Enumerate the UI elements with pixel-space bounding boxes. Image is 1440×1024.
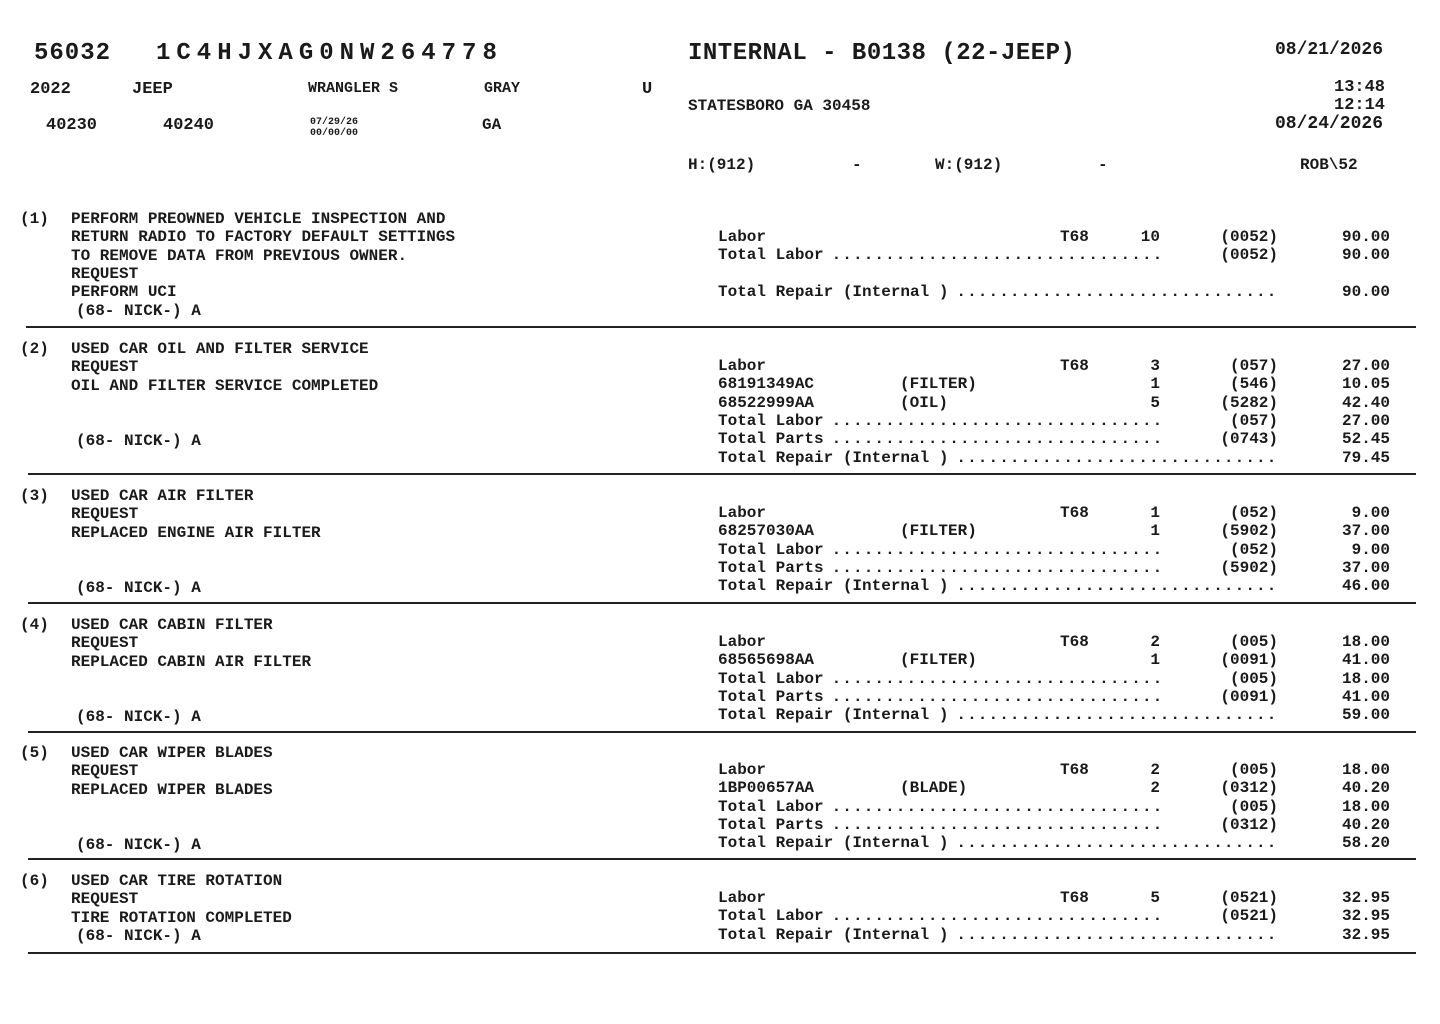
job-divider	[28, 473, 1416, 475]
job-number: (1)	[20, 210, 49, 228]
mileage-in: 40230	[46, 116, 98, 135]
total-label: Total Repair (Internal )	[718, 834, 949, 853]
amount: 58.20	[1341, 834, 1390, 853]
line-item-label: 68257030AA	[718, 522, 815, 541]
cost-code: (0521)	[1220, 907, 1278, 926]
job-description-line: REQUEST	[71, 762, 139, 781]
amount: 90.00	[1341, 282, 1390, 301]
quantity: 1	[1150, 522, 1160, 541]
date-open: 08/21/2026	[1275, 40, 1384, 60]
amount: 32.95	[1341, 907, 1390, 926]
job-number: (2)	[20, 340, 49, 358]
amount: 18.00	[1341, 761, 1390, 779]
total-label: Total Parts	[718, 430, 824, 449]
total-label: Total Labor	[718, 246, 824, 265]
cost-code: (005)	[1229, 633, 1278, 651]
home-phone: H:(912)	[688, 156, 756, 174]
cost-code: (546)	[1229, 375, 1278, 394]
dot-leader: ...............................	[831, 411, 1164, 430]
cost-code: (0091)	[1220, 651, 1278, 670]
job-description-line: TO REMOVE DATA FROM PREVIOUS OWNER.	[71, 246, 408, 265]
amount: 27.00	[1341, 357, 1390, 375]
job-description-line: USED CAR TIRE ROTATION	[71, 872, 283, 890]
work-phone-dash: -	[1098, 156, 1108, 174]
vehicle-make: JEEP	[132, 80, 173, 99]
cost-code: (0521)	[1220, 889, 1278, 907]
ro-number: 56032	[34, 40, 112, 67]
tech-code: T68	[1060, 357, 1089, 375]
cost-code: (052)	[1229, 504, 1278, 522]
job-description-line: REQUEST	[71, 358, 139, 377]
amount: 52.45	[1341, 430, 1390, 449]
dot-leader: ...............................	[831, 246, 1164, 265]
line-item-label: 68191349AC	[718, 375, 815, 394]
job-description-line: PERFORM PREOWNED VEHICLE INSPECTION AND	[71, 210, 446, 228]
dot-leader: ...............................	[831, 815, 1164, 834]
total-label: Total Labor	[718, 411, 824, 430]
tech-code: T68	[1060, 228, 1089, 246]
work-phone: W:(912)	[935, 156, 1003, 174]
part-description: (BLADE)	[900, 779, 968, 798]
amount: 18.00	[1341, 669, 1390, 688]
total-label: Total Repair (Internal )	[718, 448, 949, 467]
advisor-code: ROB\52	[1300, 156, 1358, 174]
job-description-line: REPLACED WIPER BLADES	[71, 780, 273, 799]
home-phone-dash: -	[852, 156, 862, 174]
total-label: Total Parts	[718, 815, 824, 834]
quantity: 5	[1150, 889, 1160, 907]
quantity: 1	[1150, 504, 1160, 522]
job-description-line: TIRE ROTATION COMPLETED	[71, 908, 292, 927]
amount: 90.00	[1341, 246, 1390, 265]
job-number: (4)	[20, 616, 49, 634]
part-description: (FILTER)	[900, 522, 977, 541]
job-divider	[28, 731, 1416, 733]
line-item-label: Labor	[718, 889, 767, 907]
cost-code: (005)	[1229, 797, 1278, 816]
job-description-line: RETURN RADIO TO FACTORY DEFAULT SETTINGS	[71, 228, 456, 247]
dot-leader: ...............................	[831, 430, 1164, 449]
job-number: (5)	[20, 744, 49, 762]
cost-code: (0743)	[1220, 430, 1278, 449]
job-description-line: PERFORM UCI	[71, 283, 177, 302]
line-item-label: Labor	[718, 228, 767, 246]
total-label: Total Repair (Internal )	[718, 706, 949, 725]
job-divider	[28, 952, 1416, 954]
job-description-line: USED CAR OIL AND FILTER SERVICE	[71, 340, 369, 358]
line-item-label: 68522999AA	[718, 393, 815, 412]
amount: 40.20	[1341, 815, 1390, 834]
cost-code: (005)	[1229, 761, 1278, 779]
amount: 32.95	[1341, 889, 1390, 907]
customer-city: STATESBORO GA 30458	[688, 97, 871, 115]
amount: 46.00	[1341, 577, 1390, 596]
vin: 1C4HJXAG0NW264778	[156, 40, 503, 67]
tech-code: T68	[1060, 761, 1089, 779]
amount: 27.00	[1341, 411, 1390, 430]
amount: 37.00	[1341, 558, 1390, 577]
amount: 90.00	[1341, 228, 1390, 246]
tech-code: T68	[1060, 889, 1089, 907]
cost-code: (5902)	[1220, 522, 1278, 541]
line-item-label: Labor	[718, 504, 767, 522]
quantity: 10	[1140, 228, 1160, 246]
dot-leader: ...............................	[831, 540, 1164, 559]
part-description: (OIL)	[900, 393, 949, 412]
amount: 41.00	[1341, 651, 1390, 670]
total-label: Total Repair (Internal )	[718, 282, 949, 301]
line-item-label: Labor	[718, 761, 767, 779]
dot-leader: ..............................	[956, 834, 1278, 853]
cost-code: (0052)	[1220, 246, 1278, 265]
date-b: 00/00/00	[310, 128, 359, 139]
total-label: Total Labor	[718, 907, 824, 926]
job-description-line: REQUEST	[71, 264, 139, 283]
dot-leader: ...............................	[831, 797, 1164, 816]
job-divider	[28, 602, 1416, 604]
total-label: Total Repair (Internal )	[718, 577, 949, 596]
pay-type: INTERNAL - B0138 (22-JEEP)	[688, 40, 1076, 67]
line-item-label: Labor	[718, 357, 767, 375]
dot-leader: ..............................	[956, 448, 1278, 467]
job-description-line: REQUEST	[71, 505, 139, 524]
cost-code: (057)	[1229, 411, 1278, 430]
amount: 42.40	[1341, 393, 1390, 412]
total-label: Total Labor	[718, 540, 824, 559]
vehicle-flag: U	[642, 80, 653, 99]
cost-code: (005)	[1229, 669, 1278, 688]
job-divider	[28, 858, 1416, 860]
state: GA	[482, 116, 502, 134]
job-description-line: (68- NICK-) A	[76, 707, 201, 726]
amount: 18.00	[1341, 797, 1390, 816]
cost-code: (0052)	[1220, 228, 1278, 246]
quantity: 5	[1150, 393, 1160, 412]
dot-leader: ...............................	[831, 669, 1164, 688]
amount: 41.00	[1341, 687, 1390, 706]
total-label: Total Parts	[718, 558, 824, 577]
job-description-line: (68- NICK-) A	[76, 578, 201, 597]
job-description-line: (68- NICK-) A	[76, 301, 201, 320]
quantity: 1	[1150, 651, 1160, 670]
job-description-line: (68- NICK-) A	[76, 926, 201, 945]
quantity: 3	[1150, 357, 1160, 375]
amount: 40.20	[1341, 779, 1390, 798]
date-close: 08/24/2026	[1275, 114, 1384, 134]
amount: 10.05	[1341, 375, 1390, 394]
dot-leader: ...............................	[831, 907, 1164, 926]
total-label: Total Labor	[718, 797, 824, 816]
dot-leader: ...............................	[831, 558, 1164, 577]
job-description-line: REPLACED ENGINE AIR FILTER	[71, 523, 321, 542]
quantity: 2	[1150, 633, 1160, 651]
job-divider	[26, 326, 1416, 328]
job-description-line: REQUEST	[71, 634, 139, 653]
amount: 18.00	[1341, 633, 1390, 651]
vehicle-model: WRANGLER S	[308, 80, 399, 97]
job-number: (3)	[20, 487, 49, 505]
quantity: 1	[1150, 375, 1160, 394]
cost-code: (0312)	[1220, 815, 1278, 834]
dot-leader: ..............................	[956, 925, 1278, 944]
job-description-line: USED CAR CABIN FILTER	[71, 616, 273, 634]
amount: 79.45	[1341, 448, 1390, 467]
job-number: (6)	[20, 872, 49, 890]
quantity: 2	[1150, 761, 1160, 779]
job-description-line: (68- NICK-) A	[76, 431, 201, 450]
line-item-label: 68565698AA	[718, 651, 815, 670]
line-item-label: Labor	[718, 633, 767, 651]
amount: 32.95	[1341, 925, 1390, 944]
job-description-line: (68- NICK-) A	[76, 835, 201, 854]
dot-leader: ..............................	[956, 282, 1278, 301]
total-label: Total Repair (Internal )	[718, 925, 949, 944]
dot-leader: ...............................	[831, 687, 1164, 706]
cost-code: (0312)	[1220, 779, 1278, 798]
amount: 37.00	[1341, 522, 1390, 541]
job-description-line: USED CAR WIPER BLADES	[71, 744, 273, 762]
dot-leader: ..............................	[956, 706, 1278, 725]
dot-leader: ..............................	[956, 577, 1278, 596]
cost-code: (0091)	[1220, 687, 1278, 706]
line-item-label: 1BP00657AA	[718, 779, 815, 798]
cost-code: (052)	[1229, 540, 1278, 559]
quantity: 2	[1150, 779, 1160, 798]
amount: 9.00	[1351, 504, 1390, 522]
job-description-line: USED CAR AIR FILTER	[71, 487, 254, 505]
vehicle-year: 2022	[30, 80, 71, 99]
amount: 9.00	[1351, 540, 1390, 559]
tech-code: T68	[1060, 504, 1089, 522]
part-description: (FILTER)	[900, 651, 977, 670]
date-a: 07/29/26	[310, 117, 359, 128]
part-description: (FILTER)	[900, 375, 977, 394]
total-label: Total Parts	[718, 687, 824, 706]
vehicle-color: GRAY	[484, 80, 521, 97]
amount: 59.00	[1341, 706, 1390, 725]
tech-code: T68	[1060, 633, 1089, 651]
job-description-line: OIL AND FILTER SERVICE COMPLETED	[71, 376, 379, 395]
cost-code: (057)	[1229, 357, 1278, 375]
time-1: 13:48	[1334, 78, 1386, 97]
mileage-out: 40240	[163, 116, 215, 135]
total-label: Total Labor	[718, 669, 824, 688]
cost-code: (5902)	[1220, 558, 1278, 577]
cost-code: (5282)	[1220, 393, 1278, 412]
job-description-line: REPLACED CABIN AIR FILTER	[71, 652, 312, 671]
job-description-line: REQUEST	[71, 890, 139, 909]
time-2: 12:14	[1334, 96, 1386, 115]
